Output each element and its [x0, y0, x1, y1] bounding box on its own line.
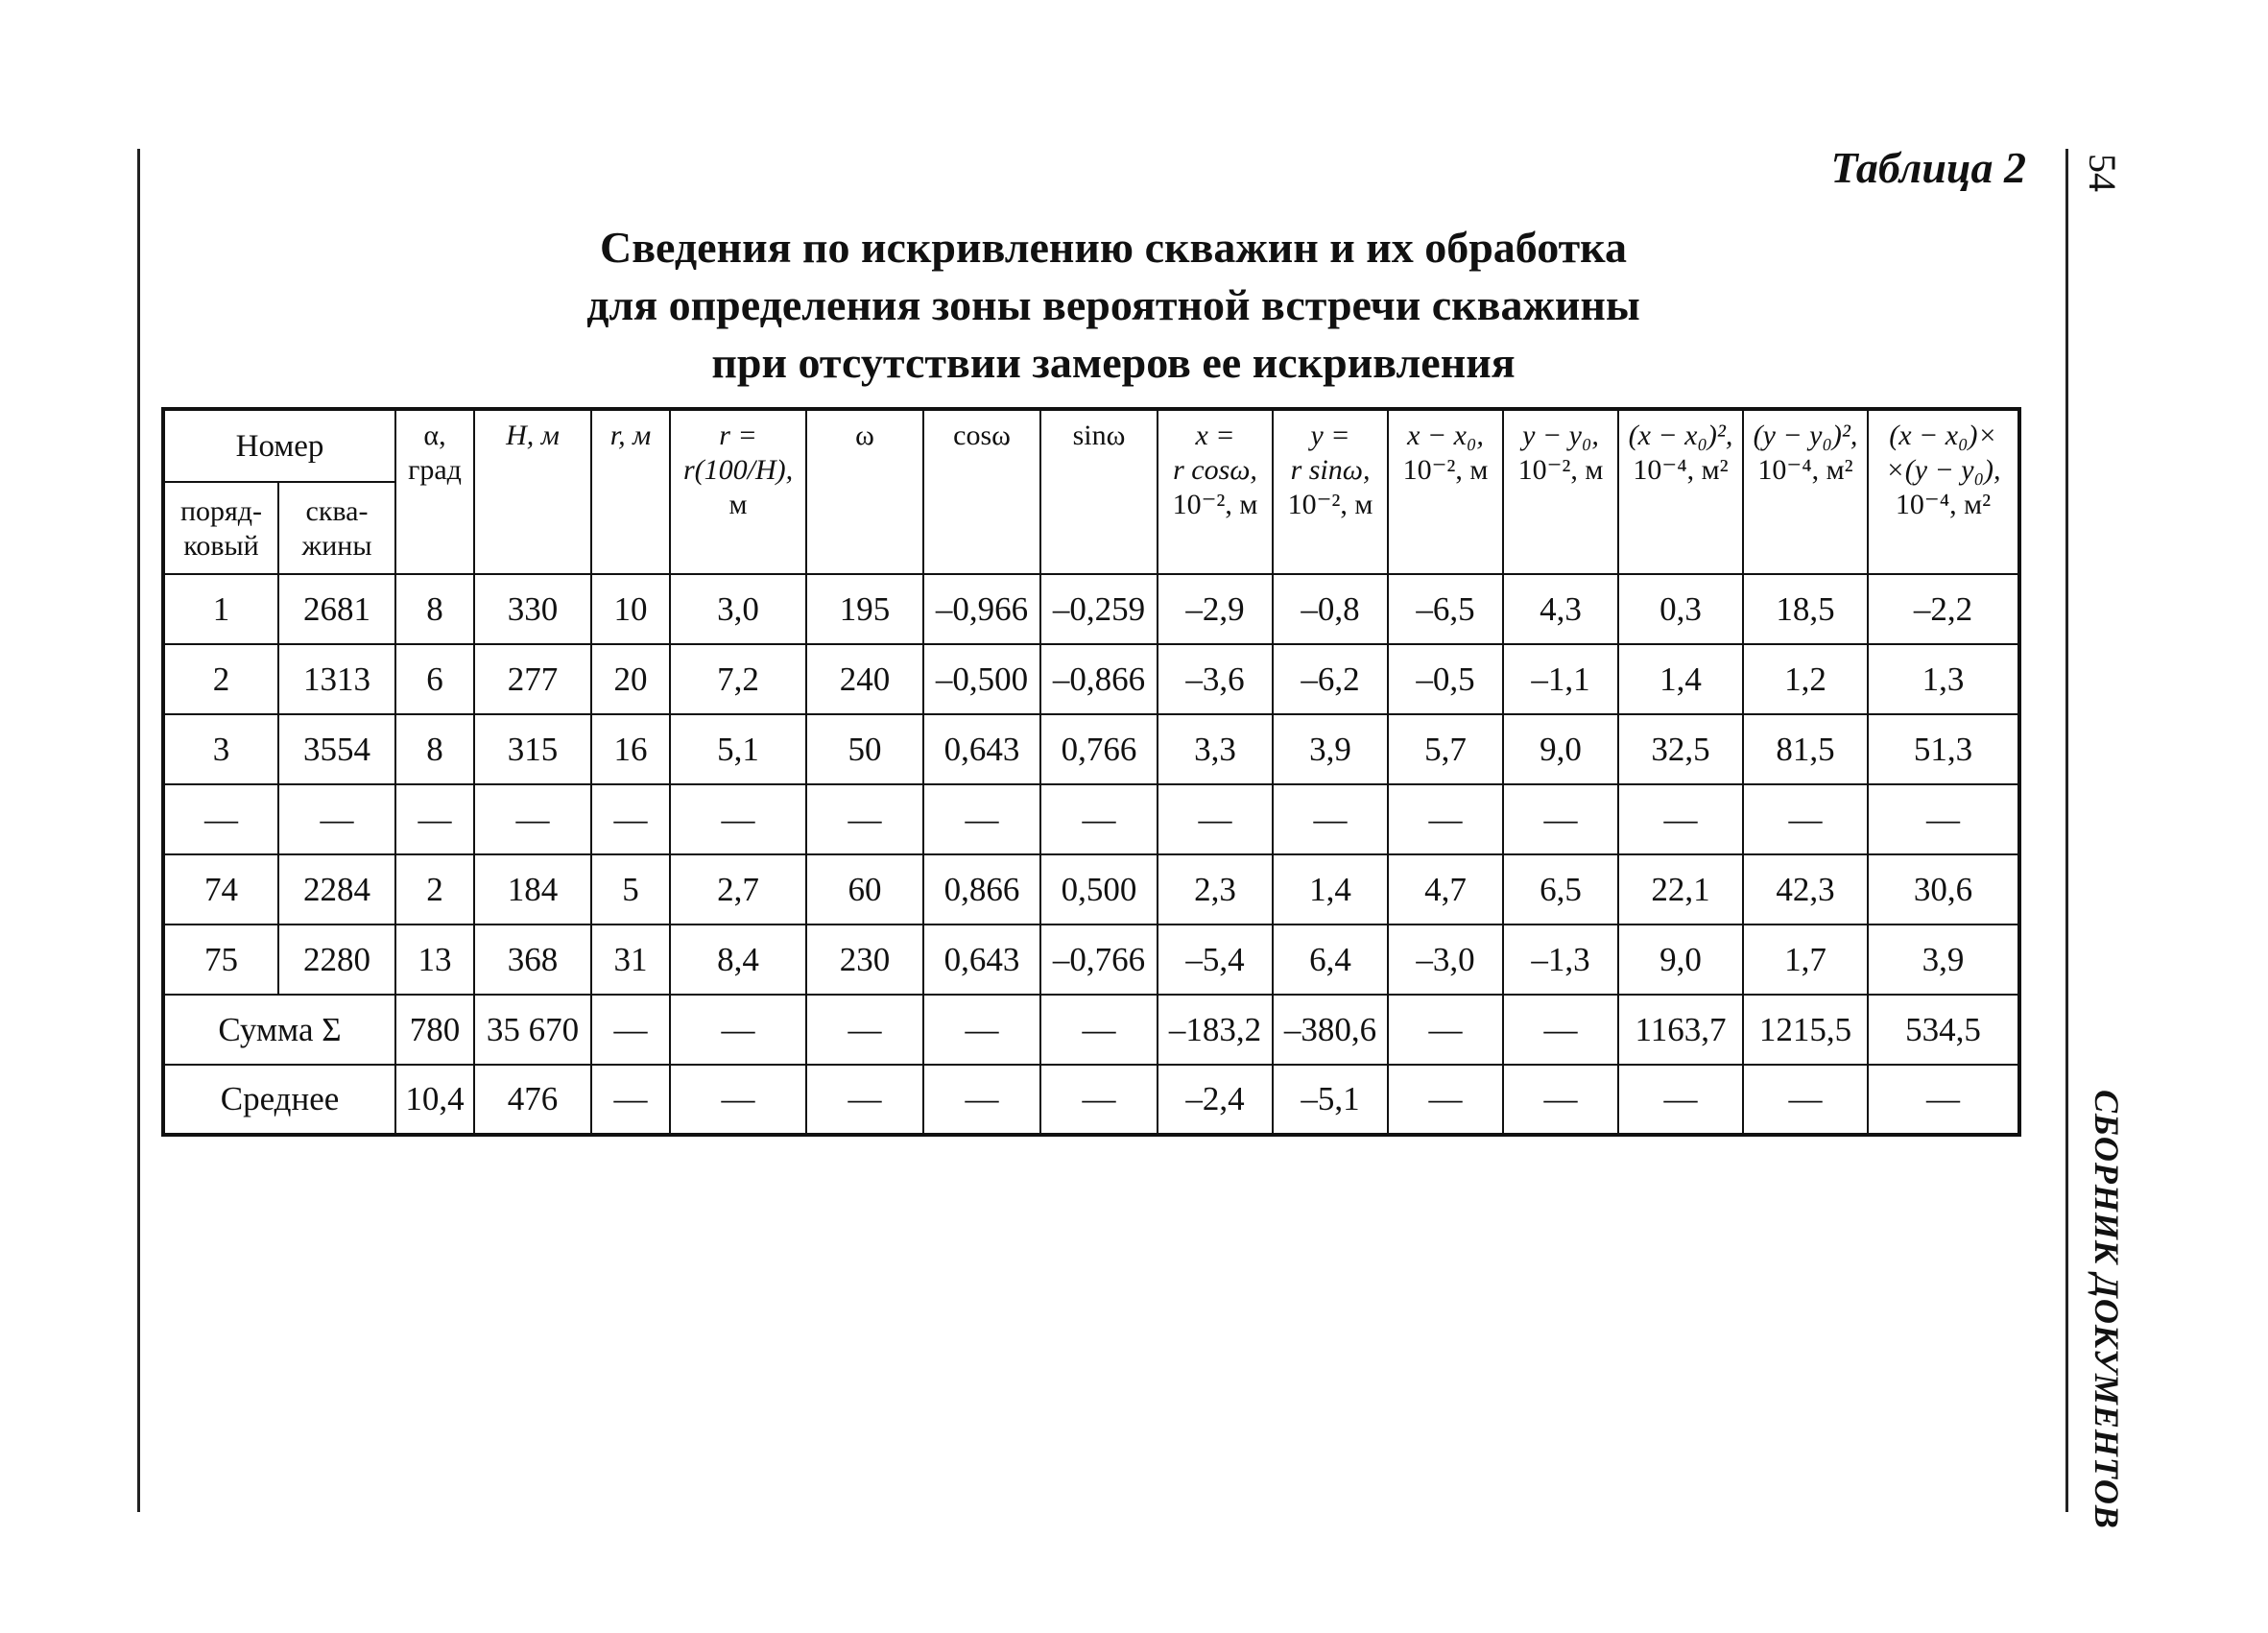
table-cell: 0,643: [923, 714, 1040, 784]
table-cell: —: [806, 995, 923, 1065]
table-cell: –183,2: [1158, 995, 1273, 1065]
table-cell: 240: [806, 644, 923, 714]
table-cell: —: [923, 784, 1040, 854]
header-dy-squared: (y − y₀)², 10⁻⁴, м²: [1743, 409, 1868, 574]
table-cell: 534,5: [1868, 995, 2019, 1065]
table-cell: –3,6: [1158, 644, 1273, 714]
table-cell: –5,4: [1158, 925, 1273, 995]
table-label: Таблица 2: [1830, 143, 2026, 192]
header-number-group: Номер: [163, 409, 395, 482]
table-cell: —: [1503, 995, 1618, 1065]
table-cell: —: [1743, 784, 1868, 854]
table-cell: 5,7: [1388, 714, 1503, 784]
table-cell: —: [806, 1065, 923, 1135]
table-cell: 1215,5: [1743, 995, 1868, 1065]
table-cell: 74: [163, 854, 278, 925]
table-cell: —: [1040, 784, 1158, 854]
table-cell: 3,9: [1868, 925, 2019, 995]
table-cell: —: [1618, 784, 1743, 854]
table-cell: —: [1618, 1065, 1743, 1135]
table-cell: 10,4: [395, 1065, 474, 1135]
table-cell: 1,7: [1743, 925, 1868, 995]
table-cell: 6,5: [1503, 854, 1618, 925]
header-omega: ω: [806, 409, 923, 574]
table-cell: 75: [163, 925, 278, 995]
header-dx: x − x₀, 10⁻², м: [1388, 409, 1503, 574]
table-cell: 330: [474, 574, 591, 644]
table-cell: 2280: [278, 925, 395, 995]
header-dx-dy-product: (x − x₀)× ×(y − y₀), 10⁻⁴, м²: [1868, 409, 2019, 574]
table-cell: –0,259: [1040, 574, 1158, 644]
table-cell: –5,1: [1273, 1065, 1388, 1135]
table-cell: 3,3: [1158, 714, 1273, 784]
table-cell: 1,4: [1273, 854, 1388, 925]
table-cell: –0,500: [923, 644, 1040, 714]
table-cell: 1163,7: [1618, 995, 1743, 1065]
table-cell: 35 670: [474, 995, 591, 1065]
table-cell: 8: [395, 574, 474, 644]
well-curvature-table: [161, 407, 2021, 1137]
table-cell: 9,0: [1618, 925, 1743, 995]
table-cell: 6,4: [1273, 925, 1388, 995]
table-cell: —: [1388, 995, 1503, 1065]
table-cell: —: [1868, 1065, 2019, 1135]
table-cell: 50: [806, 714, 923, 784]
table-cell: –6,5: [1388, 574, 1503, 644]
header-depth: H, м: [474, 409, 591, 574]
header-well: сква- жины: [278, 482, 395, 574]
mean-row-label: Среднее: [163, 1065, 395, 1135]
table-cell: 368: [474, 925, 591, 995]
table-caption: [461, 219, 1766, 392]
table-cell: 16: [591, 714, 670, 784]
table-cell: 0,766: [1040, 714, 1158, 784]
table-cell: 3,0: [670, 574, 806, 644]
right-margin-rule: [2065, 149, 2068, 1512]
table-cell: —: [591, 784, 670, 854]
table-cell: —: [1158, 784, 1273, 854]
table-cell: 5: [591, 854, 670, 925]
caption-line: для определения зоны вероятной встречи скважины: [586, 280, 1640, 329]
table-cell: —: [163, 784, 278, 854]
caption-line: при отсутствии замеров ее искривления: [711, 338, 1516, 387]
header-cos: cosω: [923, 409, 1040, 574]
table-cell: 4,7: [1388, 854, 1503, 925]
header-dy: y − y₀, 10⁻², м: [1503, 409, 1618, 574]
table-cell: 476: [474, 1065, 591, 1135]
table-row: [163, 714, 2019, 784]
table-cell: 3,9: [1273, 714, 1388, 784]
table-cell: 184: [474, 854, 591, 925]
table-cell: 0,500: [1040, 854, 1158, 925]
table-cell: 4,3: [1503, 574, 1618, 644]
table-cell: –0,866: [1040, 644, 1158, 714]
header-dx-squared: (x − x₀)², 10⁻⁴, м²: [1618, 409, 1743, 574]
page-number: 54: [2081, 154, 2124, 192]
table-cell: 81,5: [1743, 714, 1868, 784]
header-x: x = r cosω, 10⁻², м: [1158, 409, 1273, 574]
table-cell: —: [591, 1065, 670, 1135]
table-cell: —: [278, 784, 395, 854]
table-row: [163, 574, 2019, 644]
header-y: y = r sinω, 10⁻², м: [1273, 409, 1388, 574]
table-cell: –0,8: [1273, 574, 1388, 644]
table-cell: —: [1503, 784, 1618, 854]
table-cell: 31: [591, 925, 670, 995]
table-cell: —: [806, 784, 923, 854]
table-cell: 1: [163, 574, 278, 644]
table-cell: 315: [474, 714, 591, 784]
table-cell: 10: [591, 574, 670, 644]
table-cell: –0,766: [1040, 925, 1158, 995]
table-cell: 1,4: [1618, 644, 1743, 714]
table-cell: –6,2: [1273, 644, 1388, 714]
table-cell: —: [591, 995, 670, 1065]
table-cell: –2,2: [1868, 574, 2019, 644]
table-cell: 8: [395, 714, 474, 784]
table-cell: 0,3: [1618, 574, 1743, 644]
table-row: [163, 854, 2019, 925]
table-row: [163, 644, 2019, 714]
table-cell: 3: [163, 714, 278, 784]
table-cell: –2,9: [1158, 574, 1273, 644]
table-cell: —: [1388, 1065, 1503, 1135]
side-running-title: СБОРНИК ДОКУМЕНТОВ: [2088, 1090, 2126, 1529]
table-cell: 8,4: [670, 925, 806, 995]
sum-row: [163, 995, 2019, 1065]
table-cell: 2: [395, 854, 474, 925]
table-cell: 6: [395, 644, 474, 714]
table-cell: 2,3: [1158, 854, 1273, 925]
header-radius: r, м: [591, 409, 670, 574]
table-body: [163, 574, 2019, 1135]
table-row: [163, 784, 2019, 854]
table-cell: 18,5: [1743, 574, 1868, 644]
header-alpha: α, град: [395, 409, 474, 574]
table-cell: 20: [591, 644, 670, 714]
table-cell: 1313: [278, 644, 395, 714]
table-cell: 51,3: [1868, 714, 2019, 784]
table-cell: 0,866: [923, 854, 1040, 925]
left-margin-rule: [137, 149, 140, 1512]
table-row: [163, 925, 2019, 995]
table-cell: 5,1: [670, 714, 806, 784]
table-cell: –380,6: [1273, 995, 1388, 1065]
table-cell: 32,5: [1618, 714, 1743, 784]
table-cell: 0,643: [923, 925, 1040, 995]
table-cell: 2284: [278, 854, 395, 925]
table-cell: —: [1743, 1065, 1868, 1135]
table-cell: 2: [163, 644, 278, 714]
table-cell: 230: [806, 925, 923, 995]
table-cell: —: [1868, 784, 2019, 854]
table-cell: —: [923, 1065, 1040, 1135]
table-cell: –1,1: [1503, 644, 1618, 714]
table-cell: —: [1503, 1065, 1618, 1135]
table-cell: 2681: [278, 574, 395, 644]
table-cell: —: [1040, 1065, 1158, 1135]
table-cell: 1,3: [1868, 644, 2019, 714]
header-ordinal: поряд- ковый: [163, 482, 278, 574]
table-cell: 2,7: [670, 854, 806, 925]
table-cell: —: [670, 995, 806, 1065]
table-cell: –1,3: [1503, 925, 1618, 995]
table-cell: 195: [806, 574, 923, 644]
header-sin: sinω: [1040, 409, 1158, 574]
table-cell: —: [923, 995, 1040, 1065]
table-cell: 60: [806, 854, 923, 925]
table-cell: —: [1040, 995, 1158, 1065]
table-cell: 1,2: [1743, 644, 1868, 714]
table-cell: —: [474, 784, 591, 854]
table-cell: —: [1388, 784, 1503, 854]
table-cell: 9,0: [1503, 714, 1618, 784]
table-cell: 22,1: [1618, 854, 1743, 925]
table-cell: 277: [474, 644, 591, 714]
mean-row: [163, 1065, 2019, 1135]
header-ry: r = r(100/H), м: [670, 409, 806, 574]
caption-line: Сведения по искривлению скважин и их обработка: [600, 223, 1627, 272]
table-cell: –0,966: [923, 574, 1040, 644]
table-cell: —: [670, 1065, 806, 1135]
table-cell: —: [670, 784, 806, 854]
table-cell: 42,3: [1743, 854, 1868, 925]
table-cell: –0,5: [1388, 644, 1503, 714]
table-cell: –2,4: [1158, 1065, 1273, 1135]
table-cell: –3,0: [1388, 925, 1503, 995]
table-cell: 780: [395, 995, 474, 1065]
table-cell: 7,2: [670, 644, 806, 714]
sum-row-label: Сумма Σ: [163, 995, 395, 1065]
table-cell: —: [1273, 784, 1388, 854]
table-cell: 30,6: [1868, 854, 2019, 925]
table-cell: 3554: [278, 714, 395, 784]
table-cell: 13: [395, 925, 474, 995]
table-cell: —: [395, 784, 474, 854]
